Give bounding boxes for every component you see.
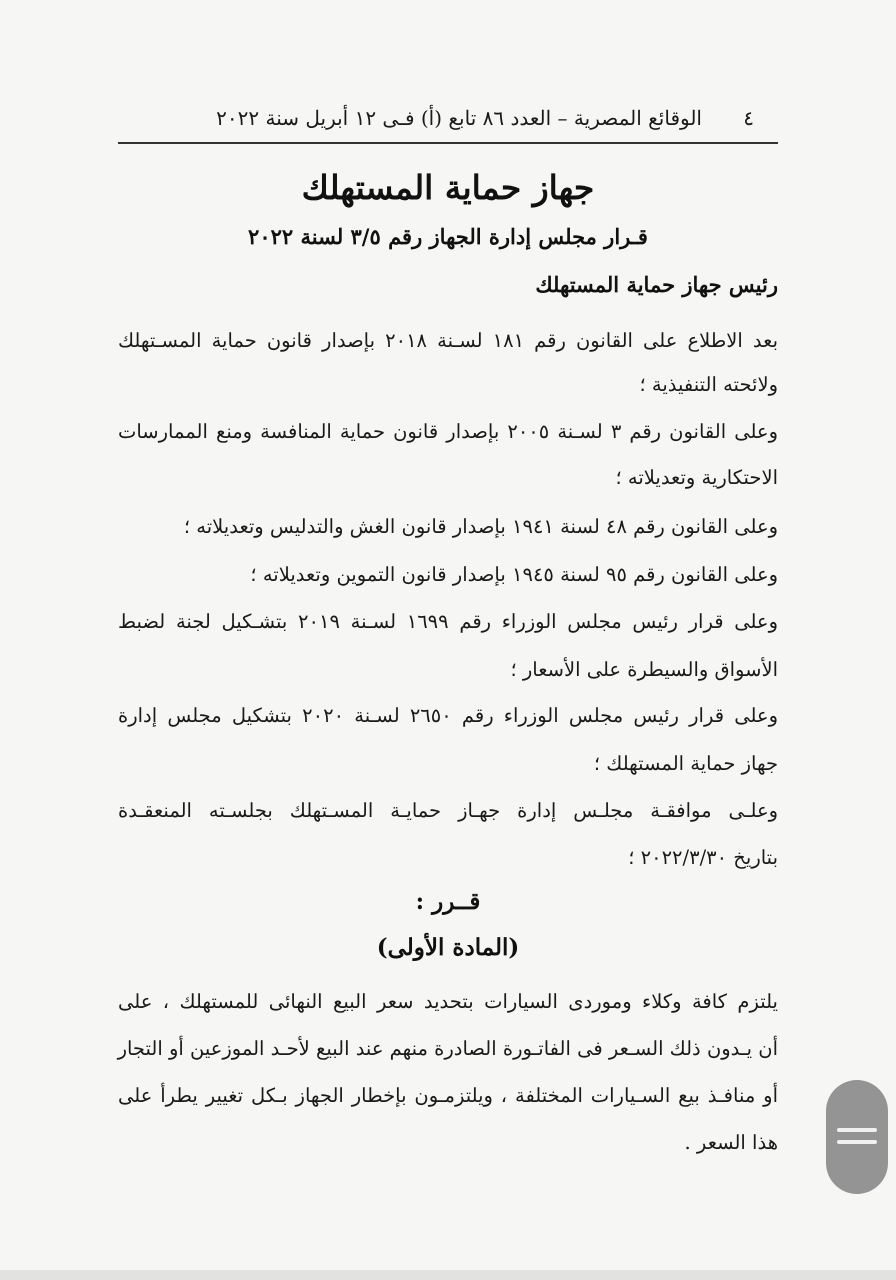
preamble-line: وعلـى موافقـة مجلـس إدارة جهـاز حمايـة المسـتهلك بجلسـته المنعقـدة [118, 799, 778, 822]
article-line: هذا السعر . [684, 1131, 778, 1154]
preamble-line: جهاز حماية المستهلك ؛ [593, 752, 778, 775]
preamble-line: بعد الاطلاع على القانون رقم ١٨١ لسـنة ٢٠١٨ بإصدار قانون حماية المسـتهلك [118, 329, 778, 352]
scroll-handle[interactable] [826, 1080, 888, 1194]
page-number: ٤ [743, 106, 754, 130]
page-header [118, 100, 778, 144]
preamble-line: بتاريخ ٢٠٢٢/٣/٣٠ ؛ [628, 846, 778, 869]
preamble-line: وعلى قرار رئيس مجلس الوزراء رقم ٢٦٥٠ لسـنة ٢٠٢٠ بتشكيل مجلس إدارة [118, 704, 778, 727]
article-line: أو منافـذ بيع السـيارات المختلفة ، ويلتزمـون بإخطار الجهاز بـكل تغيير يطرأ على [118, 1084, 778, 1107]
grip-line-icon [837, 1140, 877, 1144]
grip-line-icon [837, 1128, 877, 1132]
article-line: أن يـدون ذلك السـعر فى الفاتـورة الصادرة منهم عند البيع لأحـد الموزعين أو التجار [117, 1037, 778, 1060]
decision-word: قــرر : [415, 888, 481, 915]
article-line: يلتزم كافة وكلاء وموردى السيارات بتحديد سعر البيع النهائى للمستهلك ، على [118, 990, 778, 1013]
issuer-line: رئيس جهاز حماية المستهلك [535, 272, 778, 297]
preamble-line: وعلى القانون رقم ٤٨ لسنة ١٩٤١ بإصدار قانون الغش والتدليس وتعديلاته ؛ [183, 515, 778, 538]
article-title: (المادة الأولى) [376, 934, 520, 961]
preamble-line: وعلى قرار رئيس مجلس الوزراء رقم ١٦٩٩ لسـنة ٢٠١٩ بتشـكيل لجنة لضبط [118, 610, 778, 633]
preamble-line: ولائحته التنفيذية ؛ [639, 373, 778, 396]
decision-subtitle: قـرار مجلس إدارة الجهاز رقم ٣/٥ لسنة ٢٠٢٢ [248, 224, 648, 249]
preamble-line: وعلى القانون رقم ٣ لسـنة ٢٠٠٥ بإصدار قانون حماية المنافسة ومنع الممارسات [118, 420, 778, 443]
viewer-bottom-edge [0, 1270, 896, 1280]
authority-title: جهاز حماية المستهلك [301, 168, 595, 207]
preamble-line: الاحتكارية وتعديلاته ؛ [615, 466, 778, 489]
preamble-line: الأسواق والسيطرة على الأسعار ؛ [510, 658, 778, 681]
preamble-line: وعلى القانون رقم ٩٥ لسنة ١٩٤٥ بإصدار قانون التموين وتعديلاته ؛ [250, 563, 778, 586]
gazette-header-text: الوقائع المصرية – العدد ٨٦ تابع (أ) فـى ١٢ أبريل سنة ٢٠٢٢ [216, 106, 702, 130]
